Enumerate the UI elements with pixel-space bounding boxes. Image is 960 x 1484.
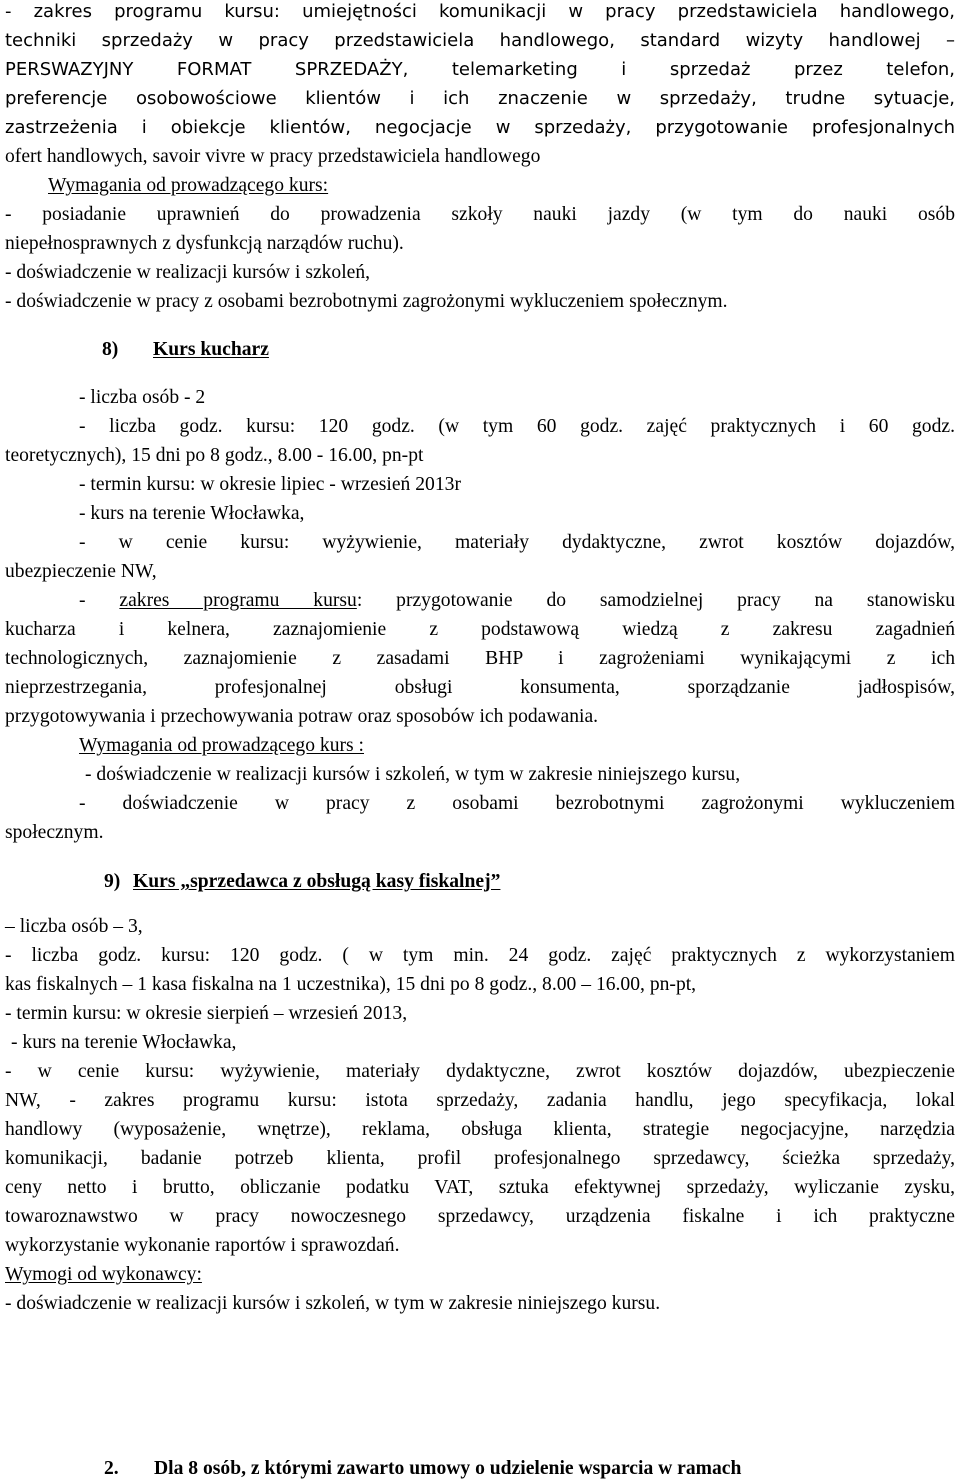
course8-people: - liczba osób - 2 [79,387,206,408]
course8-requirement-1: - doświadczenie w realizacji kursów i szkoleń, w tym w zakresie niniejszego kursu, [85,764,741,785]
course8-title: Kurs kucharz [153,339,269,360]
course8-scope-a [79,586,955,615]
course8-term: - termin kursu: w okresie lipiec - wrzesień 2013r [79,474,461,495]
course8-hours-a: - liczba godz. kursu: 120 godz. (w tym 60 godz. zajęć praktycznych i 60 godz. [79,416,955,437]
course9-people: – liczba osób – 3, [5,916,143,937]
course9-hours-b: kas fiskalnych – 1 kasa fiskalna na 1 uczestnika), 15 dni po 8 godz., 8.00 – 16.00, pn-pt, [5,974,697,995]
course8-number: 8) [102,339,119,360]
course8-scope-dash: - [79,590,120,611]
course9-number: 9) [104,871,121,892]
course8-requirement-2a: - doświadczenie w pracy z osobami bezrobotnymi zagrożonymi wykluczeniem [79,793,955,814]
course8-scope-e: przygotowywania i przechowywania potraw oraz sposobów ich podawania. [5,706,599,727]
course7-scope-line-1: - zakres programu kursu: umiejętności komunikacji w pracy przedstawiciela handlowego, [5,1,955,22]
course9-term: - termin kursu: w okresie sierpień – wrzesień 2013, [5,1003,408,1024]
section2-number: 2. [104,1458,119,1479]
course8-scope-d: nieprzestrzegania, profesjonalnej obsługi konsumenta, sporządzanie jadłospisów, [5,677,955,698]
course9-text-d: komunikacji, badanie potrzeb klienta, profil profesjonalnego sprzedawcy, ścieżka sprzedaży, [5,1148,955,1169]
course7-requirements-heading: Wymagania od prowadzącego kurs: [48,175,329,196]
course8-hours-b: teoretycznych), 15 dni po 8 godz., 8.00 - 16.00, pn-pt [5,445,424,466]
course8-scope-label: zakres programu kursu [119,590,357,611]
course7-requirement-1b: niepełnosprawnych z dysfunkcją narządów ruchu). [5,233,404,254]
course9-requirement-1: - doświadczenie w realizacji kursów i szkoleń, w tym w zakresie niniejszego kursu. [5,1293,661,1314]
course7-scope-line-5: zastrzeżenia i obiekcje klientów, negocjacje w sprzedaży, przygotowanie profesjonalnych [5,117,955,138]
course7-scope-line-4: preferencje osobowościowe klientów i ich znaczenie w sprzedaży, trudne sytuacje, [5,88,955,109]
course8-price-a: - w cenie kursu: wyżywienie, materiały dydaktyczne, zwrot kosztów dojazdów, [79,532,955,553]
course8-requirement-2b: społecznym. [5,822,104,843]
section2-title: Dla 8 osób, z którymi zawarto umowy o udzielenie wsparcia w ramach [154,1458,742,1479]
course8-scope-a-rest: : przygotowanie do samodzielnej pracy na stanowisku [356,590,955,611]
course7-requirement-2: - doświadczenie w realizacji kursów i szkoleń, [5,262,371,283]
course9-title: Kurs „sprzedawca z obsługą kasy fiskalnej” [133,871,501,892]
course9-place: - kurs na terenie Włocławka, [11,1032,237,1053]
course8-price-b: ubezpieczenie NW, [5,561,157,582]
course9-text-g: wykorzystanie wykonanie raportów i sprawozdań. [5,1235,400,1256]
course7-scope-line-3: PERSWAZYJNY FORMAT SPRZEDAŻY, telemarketing i sprzedaż przez telefon, [5,59,955,80]
course7-scope-line-2: techniki sprzedaży w pracy przedstawiciela handlowego, standard wizyty handlowej – [5,30,955,51]
course9-text-e: ceny netto i brutto, obliczanie podatku VAT, sztuka efektywnej sprzedaży, wyliczanie zysku, [5,1177,955,1198]
course9-hours-a: - liczba godz. kursu: 120 godz. ( w tym min. 24 godz. zajęć praktycznych z wykorzystaniem [5,945,955,966]
course9-requirements-heading: Wymogi od wykonawcy: [5,1264,202,1285]
course8-place: - kurs na terenie Włocławka, [79,503,305,524]
course9-text-c: handlowy (wyposażenie, wnętrze), reklama, obsługa klienta, strategie negocjacyjne, narzędzia [5,1119,955,1140]
course7-scope-line-6: ofert handlowych, savoir vivre w pracy przedstawiciela handlowego [5,146,541,167]
course7-requirement-3: - doświadczenie w pracy z osobami bezrobotnymi zagrożonymi wykluczeniem społecznym. [5,291,728,312]
course9-text-f: towaroznawstwo w pracy nowoczesnego sprzedawcy, urządzenia fiskalne i ich praktyczne [5,1206,955,1227]
course9-text-b: NW, - zakres programu kursu: istota sprzedaży, zadania handlu, jego specyfikacja, lokal [5,1090,955,1111]
course8-scope-b: kucharza i kelnera, zaznajomienie z podstawową wiedzą z zakresu zagadnień [5,619,955,640]
course8-scope-c: technologicznych, zaznajomienie z zasadami BHP i zagrożeniami wynikającymi z ich [5,648,955,669]
course7-requirement-1a: - posiadanie uprawnień do prowadzenia szkoły nauki jazdy (w tym do nauki osób [5,204,955,225]
course9-text-a: - w cenie kursu: wyżywienie, materiały dydaktyczne, zwrot kosztów dojazdów, ubezpieczenie [5,1061,955,1082]
course8-requirements-heading: Wymagania od prowadzącego kurs : [79,735,364,756]
